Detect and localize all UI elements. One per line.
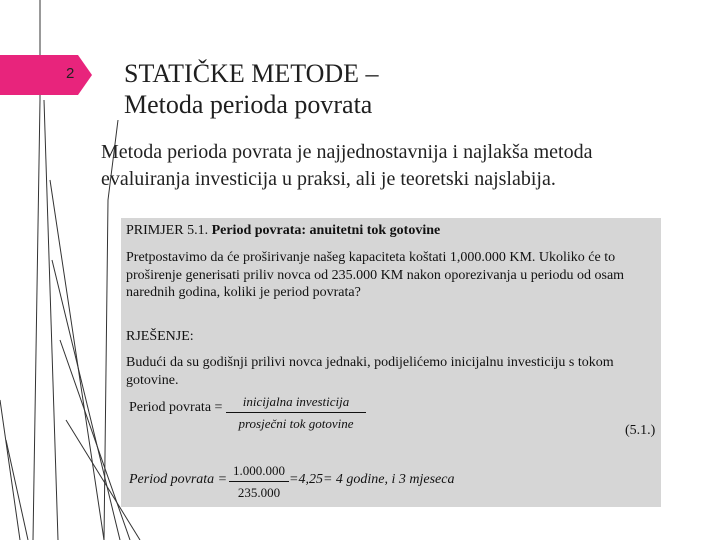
body-line-2: evaluiranja investicija u praksi, ali je teoretski najslabija. <box>101 168 556 190</box>
formula-2-result: =4,25= 4 godine, i 3 mjeseca <box>289 472 455 487</box>
example-title: Period povrata: anuitetni tok gotovine <box>211 223 441 238</box>
formula-1-numerator: inicijalna investicija <box>226 394 366 413</box>
problem-line-2: proširenje generisati priliv novca od 235.000 KM nakon oporezivanja u periodu od osam <box>126 267 625 283</box>
body-line-1: Metoda perioda povrata je najjednostavnija i najlakša metoda <box>101 141 593 163</box>
formula-2-numerator: 1.000.000 <box>229 463 289 482</box>
slide-number: 2 <box>66 65 75 82</box>
solution-text <box>126 354 658 389</box>
slide-body <box>101 139 701 193</box>
example-number: PRIMJER 5.1. <box>126 223 209 238</box>
problem-line-3: narednih godina, koliki je period povrata? <box>126 285 361 300</box>
solution-line-2: gotovine. <box>126 372 179 388</box>
formula-2-denominator: 235.000 <box>237 485 281 500</box>
formula-2-fraction <box>229 463 289 501</box>
slide-number-tag <box>0 55 92 95</box>
solution-label: RJEŠENJE: <box>126 329 194 344</box>
problem-line-1: Pretpostavimo da će proširivanje našeg kapaciteta koštati 1,000.000 KM. Ukoliko će to <box>126 250 616 265</box>
example-heading <box>126 223 440 239</box>
solution-line-1: Budući da su godišnji prilivi novca jednaki, podijelićemo inicijalnu investiciju s tokom <box>126 355 614 370</box>
formula-1-number: (5.1.) <box>625 423 656 438</box>
title-line-2: Metoda perioda povrata <box>124 90 373 119</box>
example-panel <box>121 218 661 507</box>
formula-1-fraction <box>226 394 366 432</box>
formula-2-label: Period povrata = <box>129 472 228 487</box>
title-line-1: STATIČKE METODE – <box>124 59 379 88</box>
slide-title <box>124 58 379 120</box>
formula-1-denominator: prosječni tok gotovine <box>238 416 354 431</box>
formula-1-label: Period povrata = <box>129 400 223 415</box>
example-problem <box>126 249 658 302</box>
